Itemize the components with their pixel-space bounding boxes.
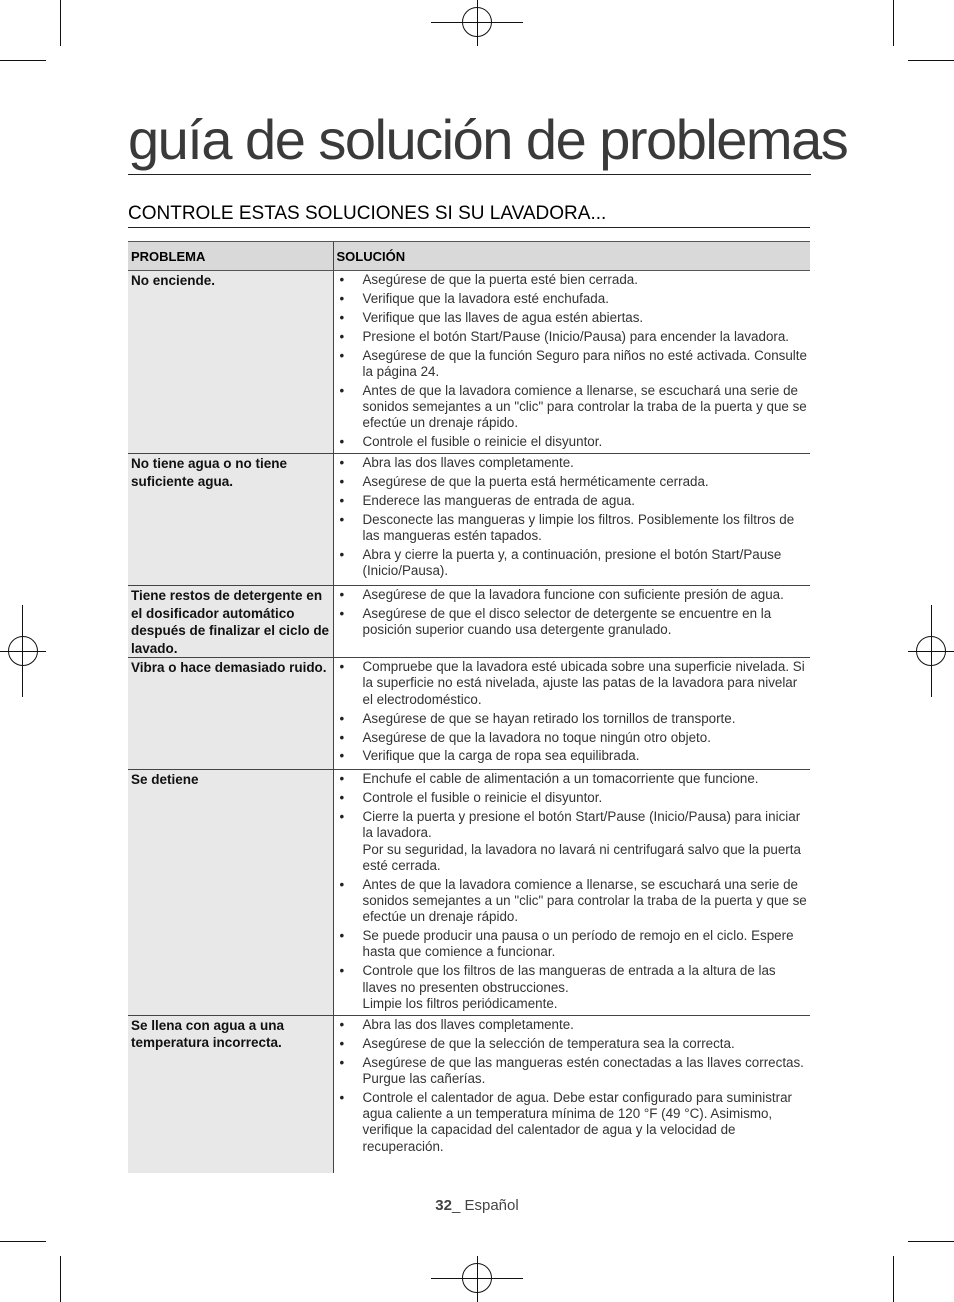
table-row <box>128 586 810 658</box>
solution-text: • Antes de que la lavadora comience a llenarse, se escuchará una serie de sonidos semejantes a un "clic" para controlar la traba de la puerta y que se efectúe un drenaje rápido. <box>362 382 807 431</box>
solution-text: • Asegúrese de que se hayan retirado los tornillos de transporte. <box>362 710 736 726</box>
registration-mark <box>462 7 492 37</box>
solution-item <box>337 348 808 381</box>
page-number: 32 <box>435 1197 452 1214</box>
solution-item <box>337 606 808 639</box>
solution-text: • Verifique que la lavadora esté enchufada. <box>362 290 609 306</box>
table-row <box>128 770 810 1016</box>
solution-text: • Asegúrese de que la puerta está herméticamente cerrada. <box>362 474 709 490</box>
solution-text: • Compruebe que la lavadora esté ubicada sobre una superficie nivelada. Si la superficie no está nivelada, ajuste las patas de la lavadora para nivelar el electrodoméstico. <box>362 659 805 707</box>
solution-text: Limpie los filtros periódicamente. <box>362 995 558 1011</box>
table-row <box>128 454 810 586</box>
solution-text: • Abra las dos llaves completamente. <box>362 1016 574 1032</box>
solution-text: • Verifique que la carga de ropa sea equilibrada. <box>362 748 640 764</box>
solution-item <box>337 329 808 345</box>
section-heading: CONTROLE ESTAS SOLUCIONES SI SU LAVADORA... <box>128 203 607 224</box>
solution-item <box>337 790 808 806</box>
solution-item <box>337 474 808 490</box>
crop-mark <box>893 1256 894 1302</box>
crop-mark <box>0 60 46 61</box>
solution-item <box>337 383 808 432</box>
crop-mark <box>0 1241 46 1242</box>
solution-text: • Controle el fusible o reinicie el disyuntor. <box>362 790 603 806</box>
solution-cell <box>333 1015 810 1173</box>
solution-item <box>337 748 808 764</box>
solution-item <box>337 928 808 961</box>
solution-cell <box>333 454 810 586</box>
solution-item <box>337 493 808 509</box>
header-solution: SOLUCIÓN <box>333 242 810 271</box>
solution-text: Por su seguridad, la lavadora no lavará ni centrifugará salvo que la puerta esté cerrada. <box>362 841 801 873</box>
solution-text: • Asegúrese de que la lavadora funcione con suficiente presión de agua. <box>362 587 784 603</box>
solution-item <box>337 659 808 708</box>
problem-cell: Vibra o hace demasiado ruido. <box>128 658 333 770</box>
page-footer <box>0 1197 954 1214</box>
solution-item <box>337 310 808 326</box>
solution-text: • Controle el fusible o reinicie el disyuntor. <box>362 434 603 450</box>
header-problem: PROBLEMA <box>128 242 333 271</box>
solution-list <box>337 1017 808 1155</box>
solution-item <box>337 809 808 874</box>
solution-item <box>337 512 808 545</box>
solution-text: • Asegúrese de que el disco selector de detergente se encuentre en la posición superior cuando usa detergente granulado. <box>362 606 772 638</box>
section-rule <box>128 227 810 228</box>
solution-item <box>337 1055 808 1088</box>
solution-item <box>337 711 808 727</box>
solution-text: • Abra las dos llaves completamente. <box>362 455 574 471</box>
solution-text: • Antes de que la lavadora comience a llenarse, se escuchará una serie de sonidos semejantes a un "clic" para controlar la traba de la puerta y que se efectúe un drenaje rápido. <box>362 876 807 925</box>
solution-cell <box>333 658 810 770</box>
solution-list <box>337 455 808 579</box>
solution-text: • Asegúrese de que la puerta esté bien cerrada. <box>362 272 638 287</box>
problem-cell: Se detiene <box>128 770 333 1016</box>
table-row <box>128 658 810 770</box>
solution-item <box>337 291 808 307</box>
solution-text: • Verifique que las llaves de agua estén abiertas. <box>362 309 644 325</box>
crop-mark <box>893 0 894 46</box>
solution-item <box>337 272 808 288</box>
solution-item <box>337 771 808 787</box>
solution-item <box>337 434 808 450</box>
crop-mark <box>60 0 61 46</box>
crop-mark <box>60 1256 61 1302</box>
solution-cell <box>333 271 810 454</box>
problem-cell: Tiene restos de detergente en el dosificador automático después de finalizar el ciclo de lavado. <box>128 586 333 658</box>
problem-cell: No enciende. <box>128 271 333 454</box>
solution-item <box>337 877 808 926</box>
solution-item <box>337 1017 808 1033</box>
solution-item <box>337 963 808 1012</box>
solution-text: • Presione el botón Start/Pause (Inicio/Pausa) para encender la lavadora. <box>362 328 790 344</box>
solution-item <box>337 730 808 746</box>
solution-text: • Controle el calentador de agua. Debe estar configurado para suministrar agua caliente a un temperatura mínima de 120 °F (49 °C). Asimismo, verifique la capacidad del calentador de agua y la velocidad de recuperación. <box>362 1089 792 1154</box>
table-row <box>128 271 810 454</box>
table-body <box>128 271 810 1174</box>
page-title: guía de solución de problemas <box>128 108 848 171</box>
registration-mark <box>916 636 946 666</box>
solution-text: • Asegúrese de que la selección de temperatura sea la correcta. <box>362 1035 735 1051</box>
solution-text: • Asegúrese de que la función Seguro para niños no esté activada. Consulte la página 24. <box>362 347 807 379</box>
solution-text: • Asegúrese de que la lavadora no toque ningún otro objeto. <box>362 729 711 745</box>
solution-item <box>337 1036 808 1052</box>
solution-item <box>337 1090 808 1155</box>
solution-list <box>337 659 808 765</box>
problem-cell: No tiene agua o no tiene suficiente agua. <box>128 454 333 586</box>
solution-text: • Abra y cierre la puerta y, a continuación, presione el botón Start/Pause (Inicio/Pausa). <box>362 546 782 579</box>
crop-mark <box>908 1241 954 1242</box>
table-row <box>128 1015 810 1173</box>
solution-text: • Enchufe el cable de alimentación a un tomacorriente que funcione. <box>362 771 759 787</box>
solution-item <box>337 547 808 580</box>
registration-mark <box>8 636 38 666</box>
solution-list <box>337 587 808 638</box>
solution-text: Purgue las cañerías. <box>362 1070 486 1086</box>
solution-text: • Asegúrese de que las mangueras estén conectadas a las llaves correctas. <box>362 1054 804 1070</box>
solution-text: • Cierre la puerta y presione el botón Start/Pause (Inicio/Pausa) para iniciar la lavadora. <box>362 808 801 841</box>
solution-text: • Se puede producir una pausa o un período de remojo en el ciclo. Espere hasta que comience a funcionar. <box>362 928 794 960</box>
problem-cell: Se llena con agua a una temperatura incorrecta. <box>128 1015 333 1173</box>
troubleshooting-table <box>128 241 810 1173</box>
solution-cell <box>333 586 810 658</box>
solution-text: • Desconecte las mangueras y limpie los filtros. Posiblemente los filtros de las mangueras estén tapados. <box>362 511 795 544</box>
solution-cell <box>333 770 810 1016</box>
table-header-row <box>128 242 810 271</box>
crop-mark <box>908 60 954 61</box>
solution-item <box>337 455 808 471</box>
footer-language: _ Español <box>451 1197 519 1214</box>
solution-item <box>337 587 808 603</box>
solution-list <box>337 272 808 451</box>
registration-mark <box>462 1263 492 1293</box>
title-underline <box>128 174 811 175</box>
solution-list <box>337 771 808 1012</box>
solution-text: • Controle que los filtros de las mangueras de entrada a la altura de las llaves no presenten obstrucciones. <box>362 963 776 995</box>
solution-text: • Enderece las mangueras de entrada de agua. <box>362 492 635 508</box>
